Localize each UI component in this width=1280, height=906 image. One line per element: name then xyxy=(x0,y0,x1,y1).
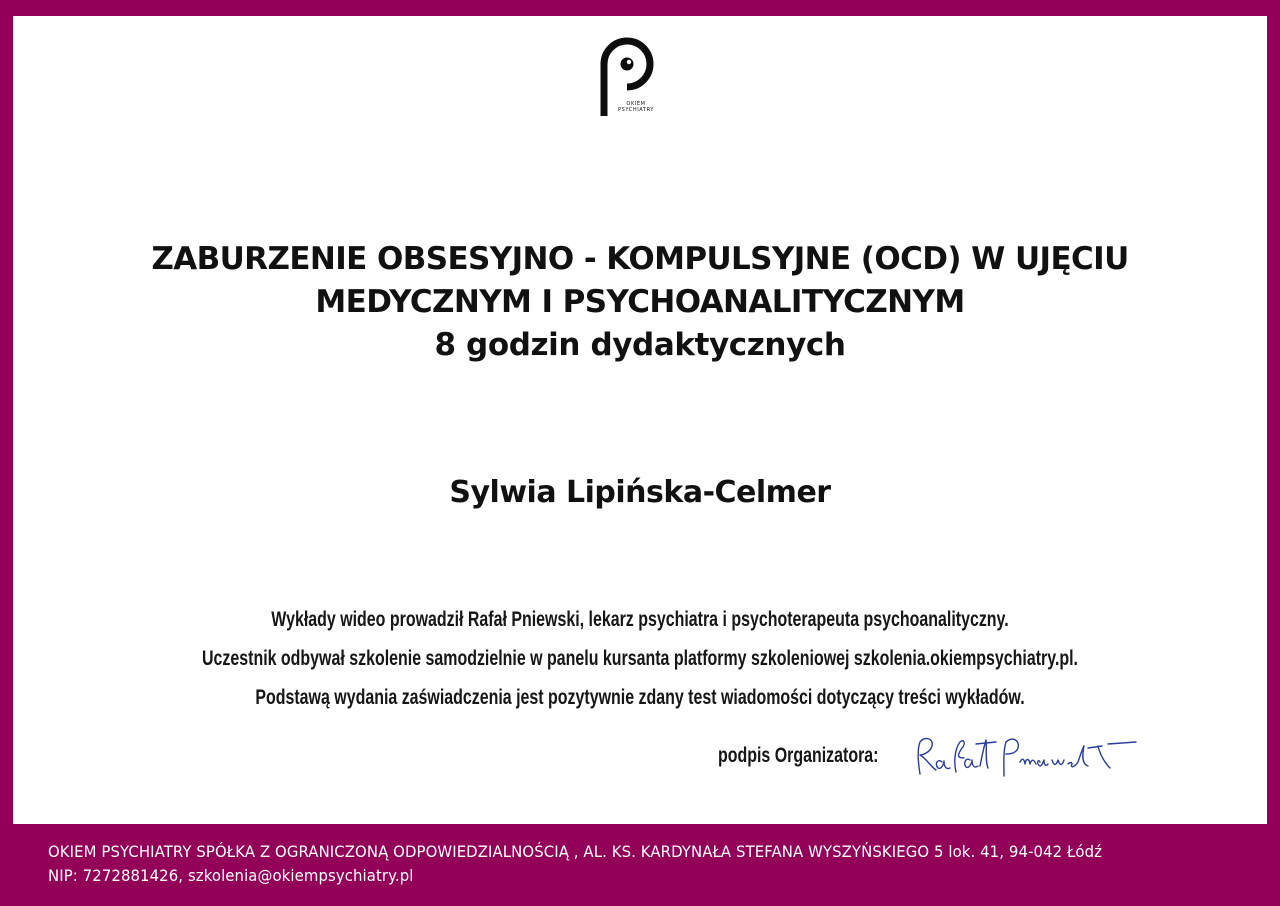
footer-nip-email: NIP: 7272881426, szkolenia@okiempsychiatry.pl xyxy=(48,866,414,885)
logo-caption-line2: PSYCHIATRY xyxy=(618,107,654,113)
course-title-line2: MEDYCZNYM I PSYCHOANALITYCZNYM xyxy=(315,284,965,320)
logo-caption xyxy=(611,101,661,113)
info-line1: Wykłady wideo prowadził Rafał Pniewski, lekarz psychiatra i psychoterapeuta psychoanalityczny. xyxy=(271,608,1009,631)
info-line2: Uczestnik odbywał szkolenie samodzielnie w panelu kursanta platformy szkoleniowej szkolenia.okiempsychiatry.pl. xyxy=(201,647,1078,670)
footer-company-address: OKIEM PSYCHIATRY SPÓŁKA Z OGRANICZONĄ ODPOWIEDZIALNOŚCIĄ , AL. KS. KARDYNAŁA STEFANA WYSZYŃSKIEGO 5 lok. 41, 94-042 Łódź xyxy=(48,842,1103,861)
logo-caption-line1: OKIEM xyxy=(626,101,646,107)
course-title-line1: ZABURZENIE OBSESYJNO - KOMPULSYJNE (OCD) W UJĘCIU xyxy=(151,241,1129,277)
signature-label: podpis Organizatora: xyxy=(718,744,879,767)
participant-name: Sylwia Lipińska-Celmer xyxy=(449,475,831,510)
info-line3: Podstawą wydania zaświadczenia jest pozytywnie zdany test wiadomości dotyczący treści wykładów. xyxy=(255,686,1025,709)
course-title xyxy=(0,238,1280,367)
certificate-info xyxy=(0,600,1280,717)
handwritten-signature-icon xyxy=(908,728,1140,786)
course-hours: 8 godzin dydaktycznych xyxy=(434,327,846,363)
footer xyxy=(48,840,1181,888)
